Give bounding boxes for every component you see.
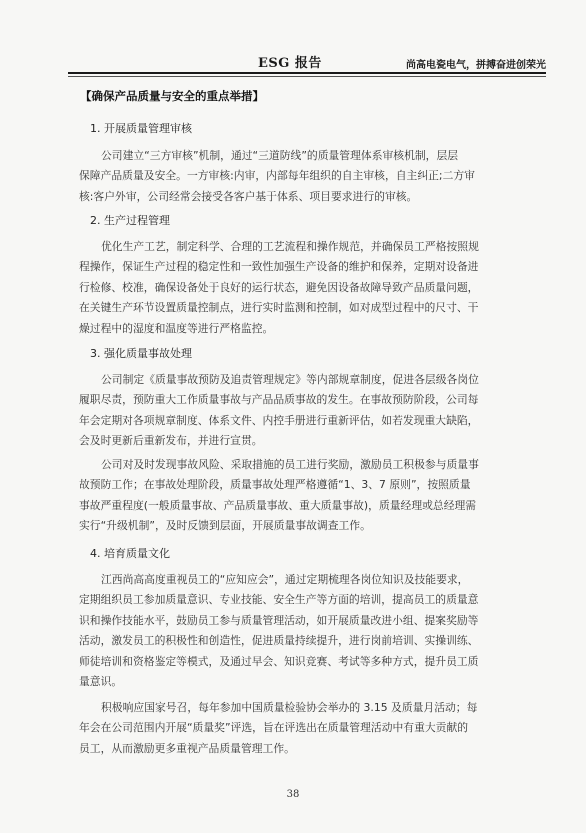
paragraph: 公司制定《质量事故预防及追责管理规定》等内部规章制度，促进各层级各岗位 履职尽责，预防重大工作质量事故与产品品质事故的发生。在事故预防阶段，公司每 年会定期对各项规章制度、体系文件、内控手册进行重新评估，如若发现重大缺陷， 会及时更新后重新发布，并进行宣贯。 [79,373,479,448]
header-divider-thin [68,76,546,77]
paragraph: 积极响应国家号召，每年参加中国质量检验协会举办的 3.15 及质量月活动；每 年会在公司范围内开展“质量奖”评选，旨在评选出在质量管理活动中有重大贡献的 员工，从而激励更多重视产品质量管理工作。 [79,701,478,755]
item-title-production-process: 2. 生产过程管理 [90,214,170,227]
header-divider [68,72,546,74]
item-title-accident-handling: 3. 强化质量事故处理 [90,347,192,360]
paragraph: 优化生产工艺，制定科学、合理的工艺流程和操作规范，并确保员工严格按照规 程操作，保证生产过程的稳定性和一致性加强生产设备的维护和保养，定期对设备进 行检修、校准，确保设备处于良好的运行状态，避免因设备故障导致产品质量问题， 在关键生产环节设置质量控制点，进行实时监测和控制，如对成型过程中的尺寸、干 燥过程中的湿度和温度等进行严格监控。 [79,240,479,335]
item-title-quality-culture: 4. 培育质量文化 [90,547,170,560]
paragraph: 公司建立“三方审核”机制，通过“三道防线”的质量管理体系审核机制，层层 保障产品质量及安全。一方审核:内审，内部每年组织的自主审核，自主纠正;二方审 核:客户外审，公司经常会接受各客户基于体系、项目要求进行的审核。 [79,149,475,203]
item-title-quality-audit: 1. 开展质量管理审核 [90,122,192,135]
page-number: 38 [286,789,300,800]
paragraph: 公司对及时发现事故风险、采取措施的员工进行奖励，激励员工积极参与质量事 故预防工作；在事故处理阶段，质量事故处理严格遵循“1、3、7 原则”，按照质量 事故严重程度(一般质量事故、产品质量事故、重大质量事故)，质量经理或总经理需 实行“升级机制”，及时反馈到层面，开展质量事故调查工作。 [79,458,479,533]
paragraph: 江西尚高高度重视员工的“应知应会”，通过定期梳理各岗位知识及技能要求， 定期组织员工参加质量意识、专业技能、安全生产等方面的培训，提高员工的质量意 识和操作技能水平，鼓励员工参与质量管理活动，如开展质量改进小组、提案奖励等 活动，激发员工的积极性和创造性，促进质量持续提升，进行岗前培训、实操训练、 师徒培训和资格鉴定等模式，及通过早会、知识竞赛、考试等多种方式，提升员工质 量意识。 [79,573,479,689]
report-title: ESG 报告 [258,56,322,71]
section-heading: 【确保产品质量与安全的重点举措】 [80,89,264,103]
company-slogan: 尚高电瓷电气，拼搏奋进创荣光 [406,60,546,71]
